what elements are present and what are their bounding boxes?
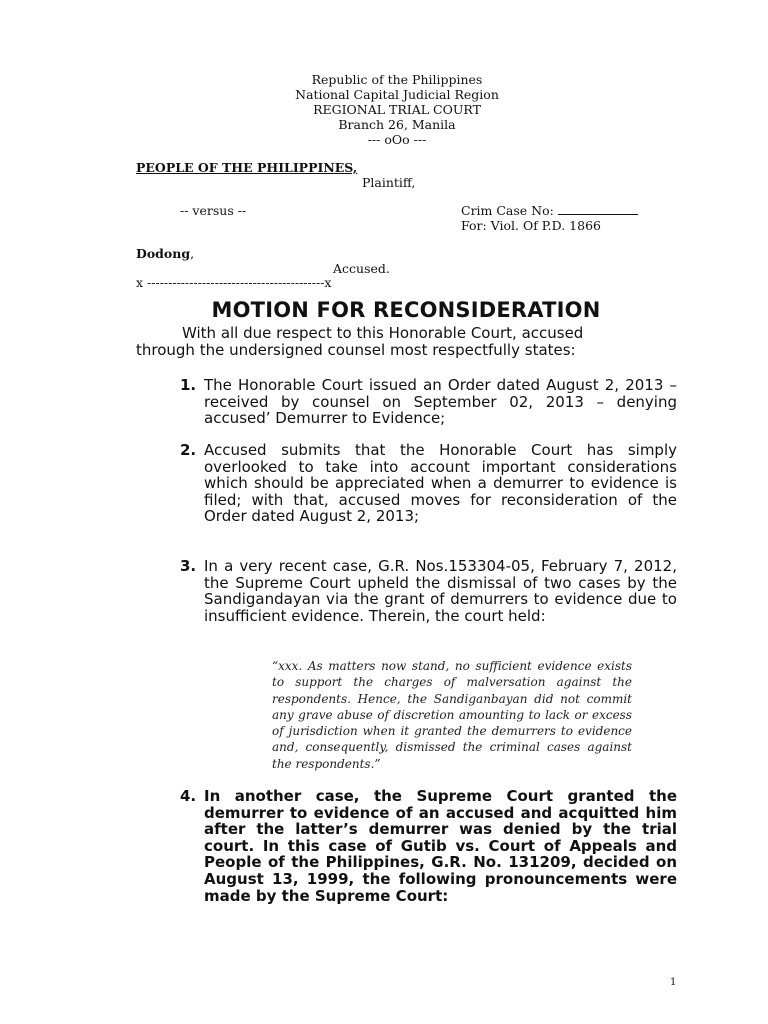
document-title: MOTION FOR RECONSIDERATION: [211, 298, 601, 322]
accused-role: Accused.: [333, 261, 390, 276]
header-court: REGIONAL TRIAL COURT: [313, 102, 481, 117]
accused-name-line: [136, 246, 194, 261]
numbered-item-4: [180, 788, 677, 904]
item-text: In a very recent case, G.R. Nos.153304-05, February 7, 2012, the Supreme Court upheld the dismissal of two cases by the Sandigandayan via the grant of demurrers to evidence due to insufficient evidence. Therein, the court held:: [204, 557, 677, 625]
item-text: In another case, the Supreme Court granted the demurrer to evidence of an accused and acquitted him after the latter’s demurrer was denied by the trial court. In this case of Gutib vs. Court of Appeals and People of the Philippines, G.R. No. 131209, decided on August 13, 1999, the following pronouncements were made by the Supreme Court:: [204, 787, 677, 905]
accused-name: Dodong: [136, 246, 191, 261]
header-republic: Republic of the Philippines: [311, 72, 483, 87]
item-text: Accused submits that the Honorable Court has simply overlooked to take into account important considerations which should be appreciated when a demurrer to evidence is filed; with that, accused moves for reconsideration of the Order dated August 2, 2013;: [204, 441, 677, 526]
violation-label: For: Viol. Of P.D. 1866: [461, 218, 601, 233]
versus-label: -- versus --: [180, 203, 247, 218]
block-quote: [222, 658, 632, 772]
case-number-label: Crim Case No:: [461, 203, 554, 218]
header-branch: Branch 26, Manila: [338, 117, 456, 132]
case-number: [461, 203, 638, 218]
item-number: 1.: [180, 376, 197, 394]
court-header: [0, 72, 768, 147]
plaintiff-role: Plaintiff,: [362, 175, 416, 190]
intro-line-2: through the undersigned counsel most respectfully states:: [136, 340, 576, 359]
numbered-item-3: [180, 558, 677, 624]
numbered-item-1: [180, 377, 677, 427]
item-text: The Honorable Court issued an Order dated August 2, 2013 –received by counsel on September 02, 2013 – denying accused’ Demurrer to Evidence;: [204, 376, 677, 428]
case-number-blank: [558, 204, 638, 215]
intro-line-1: With all due respect to this Honorable Court, accused: [182, 324, 584, 342]
page-number: 1: [670, 977, 677, 988]
caption-separator: x ------------------------------------------x: [136, 275, 332, 290]
numbered-item-2: [180, 442, 677, 525]
header-region: National Capital Judicial Region: [295, 87, 499, 102]
item-number: 4.: [180, 787, 197, 805]
accused-comma: ,: [190, 246, 195, 261]
quote-text: “xxx. As matters now stand, no sufficient evidence exists to support the charges of malversation against the respondents. Hence, the Sandiganbayan did not commit any grave abuse of discretion amounting to lack or excess of jurisdiction when it granted the demurrers to evidence and, consequently, dismissed the criminal cases against the respondents.”: [272, 659, 632, 771]
item-number: 3.: [180, 557, 197, 575]
item-number: 2.: [180, 441, 197, 459]
header-ornament: --- oOo ---: [367, 132, 427, 147]
plaintiff-name: PEOPLE OF THE PHILIPPINES,: [136, 160, 358, 175]
intro-paragraph: [136, 325, 677, 358]
